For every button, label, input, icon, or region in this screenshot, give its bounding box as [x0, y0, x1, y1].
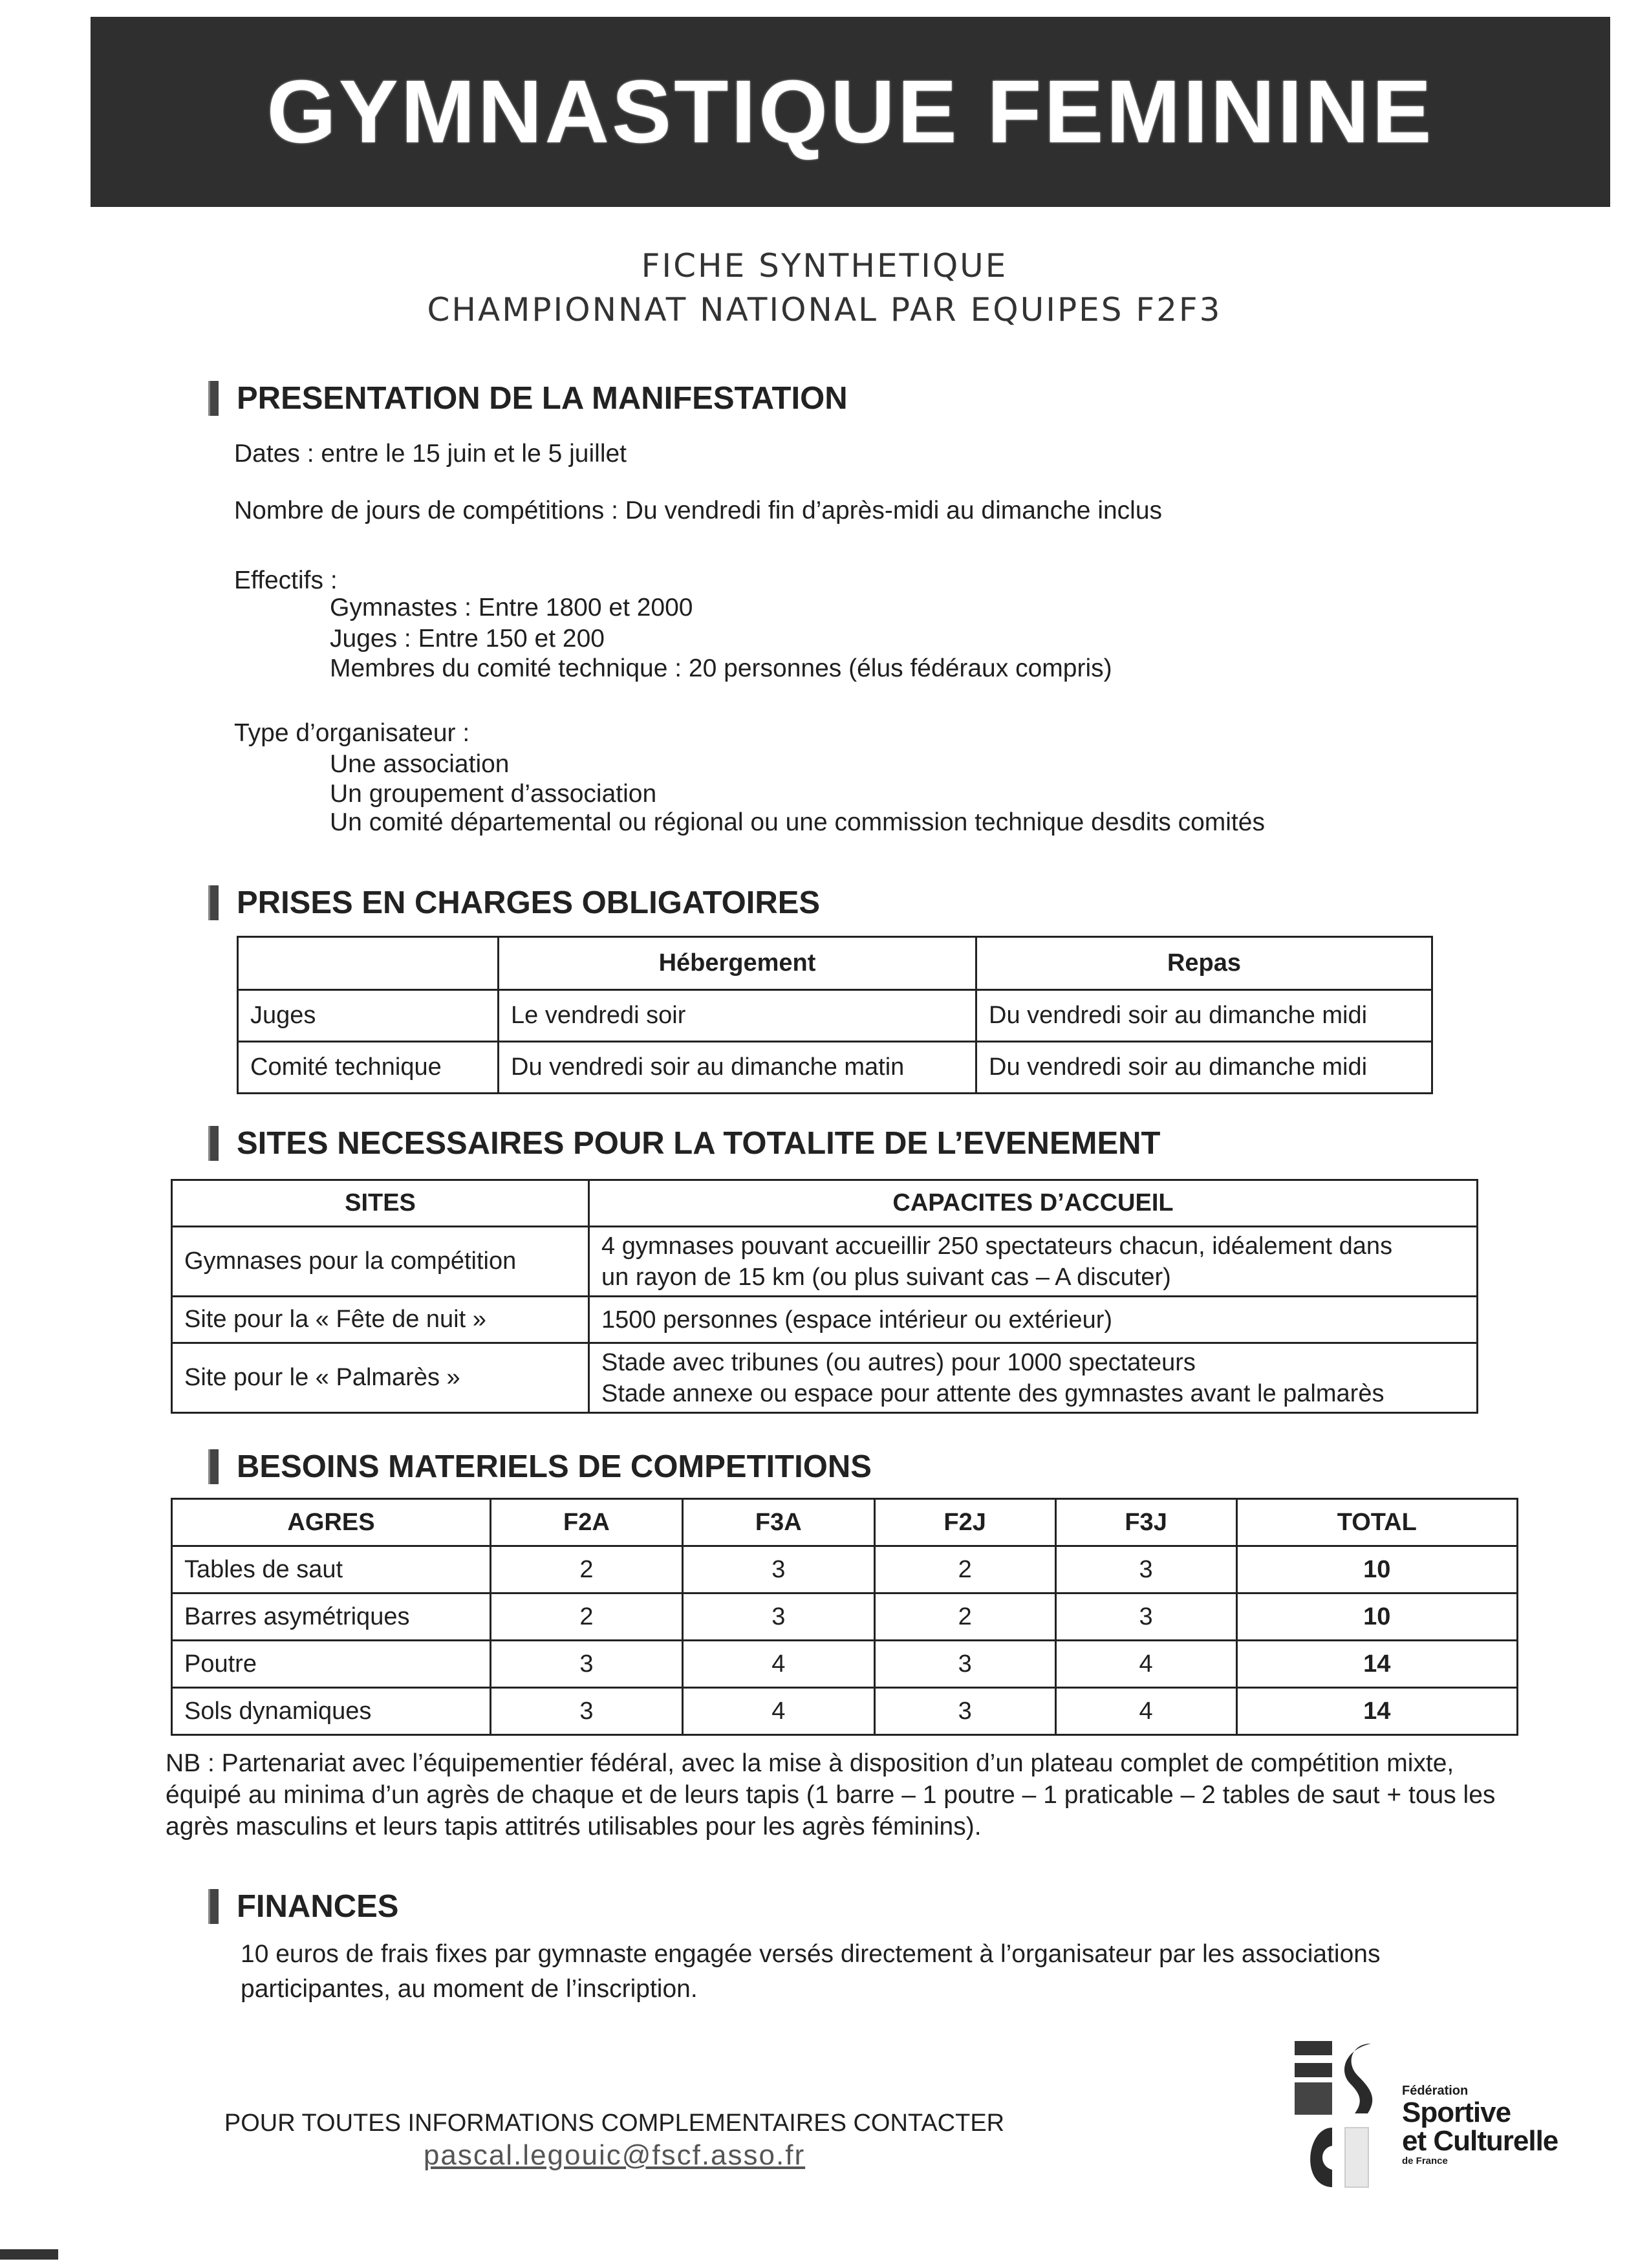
- nb-paragraph: NB : Partenariat avec l’équipementier fédéral, avec la mise à disposition d’un plateau complet de compétition mixte, équipé au minima d’un agrès de chaque et de leurs tapis (1 barre – 1 poutre – 1 praticable – 2 tables de saut + tous les agrès masculins et leurs tapis attitrés utilisables pour les agrès féminins).: [166, 1749, 1496, 1841]
- capacity-line: 4 gymnases pouvant accueillir 250 spectateurs chacun, idéalement dans: [601, 1232, 1393, 1260]
- table-cell: Du vendredi soir au dimanche midi: [976, 1042, 1432, 1094]
- table-row: [238, 990, 1432, 1042]
- table-cell: Sols dynamiques: [172, 1688, 491, 1735]
- table-cell: 3: [1055, 1546, 1236, 1593]
- table-cell: 3: [874, 1641, 1055, 1688]
- organisateur-item: Un groupement d’association: [330, 780, 657, 808]
- table-cell: Du vendredi soir au dimanche midi: [976, 990, 1432, 1042]
- table-header-cell: F2J: [874, 1499, 1055, 1546]
- table-cell: Poutre: [172, 1641, 491, 1688]
- table-header-cell: F2A: [491, 1499, 683, 1546]
- section-bar-icon: [208, 1126, 219, 1161]
- contact-label: POUR TOUTES INFORMATIONS COMPLEMENTAIRES CONTACTER: [224, 2110, 1005, 2137]
- table-row: [238, 1042, 1432, 1094]
- prises-table: [237, 936, 1433, 1094]
- table-cell: 3: [682, 1546, 874, 1593]
- effectifs-label: Effectifs :: [234, 567, 338, 594]
- table-cell: Site pour la « Fête de nuit »: [172, 1297, 589, 1343]
- organisateur-label: Type d’organisateur :: [234, 719, 470, 747]
- table-cell-total: 10: [1236, 1546, 1517, 1593]
- scan-edge-mark: [0, 2249, 58, 2260]
- table-cell: 2: [874, 1546, 1055, 1593]
- table-cell: 3: [491, 1688, 683, 1735]
- table-header-row: [238, 937, 1432, 990]
- table-cell: 2: [491, 1593, 683, 1641]
- logo-text-culturelle: et Culturelle: [1402, 2125, 1558, 2157]
- table-cell-total: 14: [1236, 1688, 1517, 1735]
- table-cell: Comité technique: [238, 1042, 499, 1094]
- jours-text: Nombre de jours de compétitions : Du vendredi fin d’après-midi au dimanche inclus: [234, 497, 1163, 524]
- table-cell: Site pour le « Palmarès »: [172, 1343, 589, 1413]
- table-cell: Gymnases pour la compétition: [172, 1227, 589, 1297]
- logo-text-france: de France: [1402, 2155, 1448, 2166]
- section-sites-heading: [208, 1125, 1160, 1161]
- dates-text: Dates : entre le 15 juin et le 5 juillet: [234, 440, 627, 468]
- table-header-cell: Repas: [976, 937, 1432, 990]
- table-cell: 3: [491, 1641, 683, 1688]
- besoins-table: [171, 1498, 1518, 1736]
- subtitle-fiche: FICHE SYNTHETIQUE: [641, 247, 1008, 285]
- table-cell: 3: [874, 1688, 1055, 1735]
- section-heading-text: PRISES EN CHARGES OBLIGATOIRES: [237, 885, 821, 920]
- capacity-line: Stade avec tribunes (ou autres) pour 1000 spectateurs: [601, 1348, 1196, 1376]
- contact-email-link[interactable]: pascal.legouic@fscf.asso.fr: [423, 2139, 806, 2171]
- table-row: [172, 1227, 1478, 1297]
- organisateur-item: Une association: [330, 750, 510, 778]
- section-prises-heading: [208, 885, 820, 921]
- logo-text-sportive: Sportive: [1402, 2097, 1511, 2128]
- section-heading-text: PRESENTATION DE LA MANIFESTATION: [237, 381, 848, 416]
- table-header-row: [172, 1499, 1518, 1546]
- fscf-logo: [1293, 2037, 1565, 2192]
- table-row: [172, 1297, 1478, 1343]
- table-cell: [589, 1297, 1478, 1343]
- table-cell: Juges: [238, 990, 499, 1042]
- section-heading-text: BESOINS MATERIELS DE COMPETITIONS: [237, 1449, 872, 1484]
- effectif-juges: Juges : Entre 150 et 200: [330, 625, 605, 653]
- subtitle-championnat: CHAMPIONNAT NATIONAL PAR EQUIPES F2F3: [427, 291, 1222, 329]
- table-cell: 3: [1055, 1593, 1236, 1641]
- contact-email-wrap: [0, 2139, 1229, 2172]
- table-row: [172, 1593, 1518, 1641]
- section-presentation-heading: [208, 380, 848, 416]
- organisateur-item: Un comité départemental ou régional ou une commission technique desdits comités: [330, 808, 1265, 836]
- table-cell: Le vendredi soir: [499, 990, 976, 1042]
- section-bar-icon: [208, 1449, 219, 1484]
- table-cell: 2: [874, 1593, 1055, 1641]
- section-heading-text: FINANCES: [237, 1889, 399, 1924]
- table-cell: 4: [1055, 1641, 1236, 1688]
- table-header-cell: SITES: [172, 1180, 589, 1227]
- table-cell: [589, 1227, 1478, 1297]
- table-header-row: [172, 1180, 1478, 1227]
- table-cell: Barres asymétriques: [172, 1593, 491, 1641]
- table-header-cell: AGRES: [172, 1499, 491, 1546]
- table-header-cell: Hébergement: [499, 937, 976, 990]
- table-row: [172, 1641, 1518, 1688]
- table-cell: Du vendredi soir au dimanche matin: [499, 1042, 976, 1094]
- effectif-comite: Membres du comité technique : 20 personnes (élus fédéraux compris): [330, 654, 1112, 682]
- page-title: GYMNASTIQUE FEMININE: [266, 61, 1434, 162]
- capacity-line: un rayon de 15 km (ou plus suivant cas – A discuter): [601, 1263, 1171, 1291]
- table-cell: 4: [1055, 1688, 1236, 1735]
- table-row: [172, 1546, 1518, 1593]
- table-cell: 4: [682, 1641, 874, 1688]
- capacity-line: 1500 personnes (espace intérieur ou extérieur): [601, 1306, 1113, 1334]
- table-row: [172, 1688, 1518, 1735]
- table-header-cell: F3A: [682, 1499, 874, 1546]
- section-besoins-heading: [208, 1449, 872, 1485]
- fscf-logo-text: [1402, 2084, 1558, 2166]
- table-header-cell: F3J: [1055, 1499, 1236, 1546]
- table-row: [172, 1343, 1478, 1413]
- finances-line: 10 euros de frais fixes par gymnaste engagée versés directement à l’organisateur par les associations: [241, 1940, 1381, 1968]
- section-bar-icon: [208, 381, 219, 416]
- section-bar-icon: [208, 1889, 219, 1924]
- section-heading-text: SITES NECESSAIRES POUR LA TOTALITE DE L’EVENEMENT: [237, 1126, 1161, 1161]
- table-cell: 4: [682, 1688, 874, 1735]
- table-cell: [589, 1343, 1478, 1413]
- table-cell: Tables de saut: [172, 1546, 491, 1593]
- table-cell: 2: [491, 1546, 683, 1593]
- table-cell-total: 14: [1236, 1641, 1517, 1688]
- finances-line: participantes, au moment de l’inscription.: [241, 1975, 698, 2003]
- sites-table: [171, 1179, 1478, 1414]
- section-bar-icon: [208, 885, 219, 920]
- table-header-cell: [238, 937, 499, 990]
- table-cell-total: 10: [1236, 1593, 1517, 1641]
- section-finances-heading: [208, 1888, 398, 1925]
- table-header-cell: CAPACITES D’ACCUEIL: [589, 1180, 1478, 1227]
- effectif-gymnastes: Gymnastes : Entre 1800 et 2000: [330, 594, 693, 621]
- table-cell: 3: [682, 1593, 874, 1641]
- fscf-logo-mark-icon: [1293, 2037, 1390, 2192]
- logo-text-federation: Fédération: [1402, 2084, 1469, 2098]
- title-banner: [91, 17, 1610, 207]
- table-header-cell: TOTAL: [1236, 1499, 1517, 1546]
- capacity-line: Stade annexe ou espace pour attente des gymnastes avant le palmarès: [601, 1379, 1385, 1407]
